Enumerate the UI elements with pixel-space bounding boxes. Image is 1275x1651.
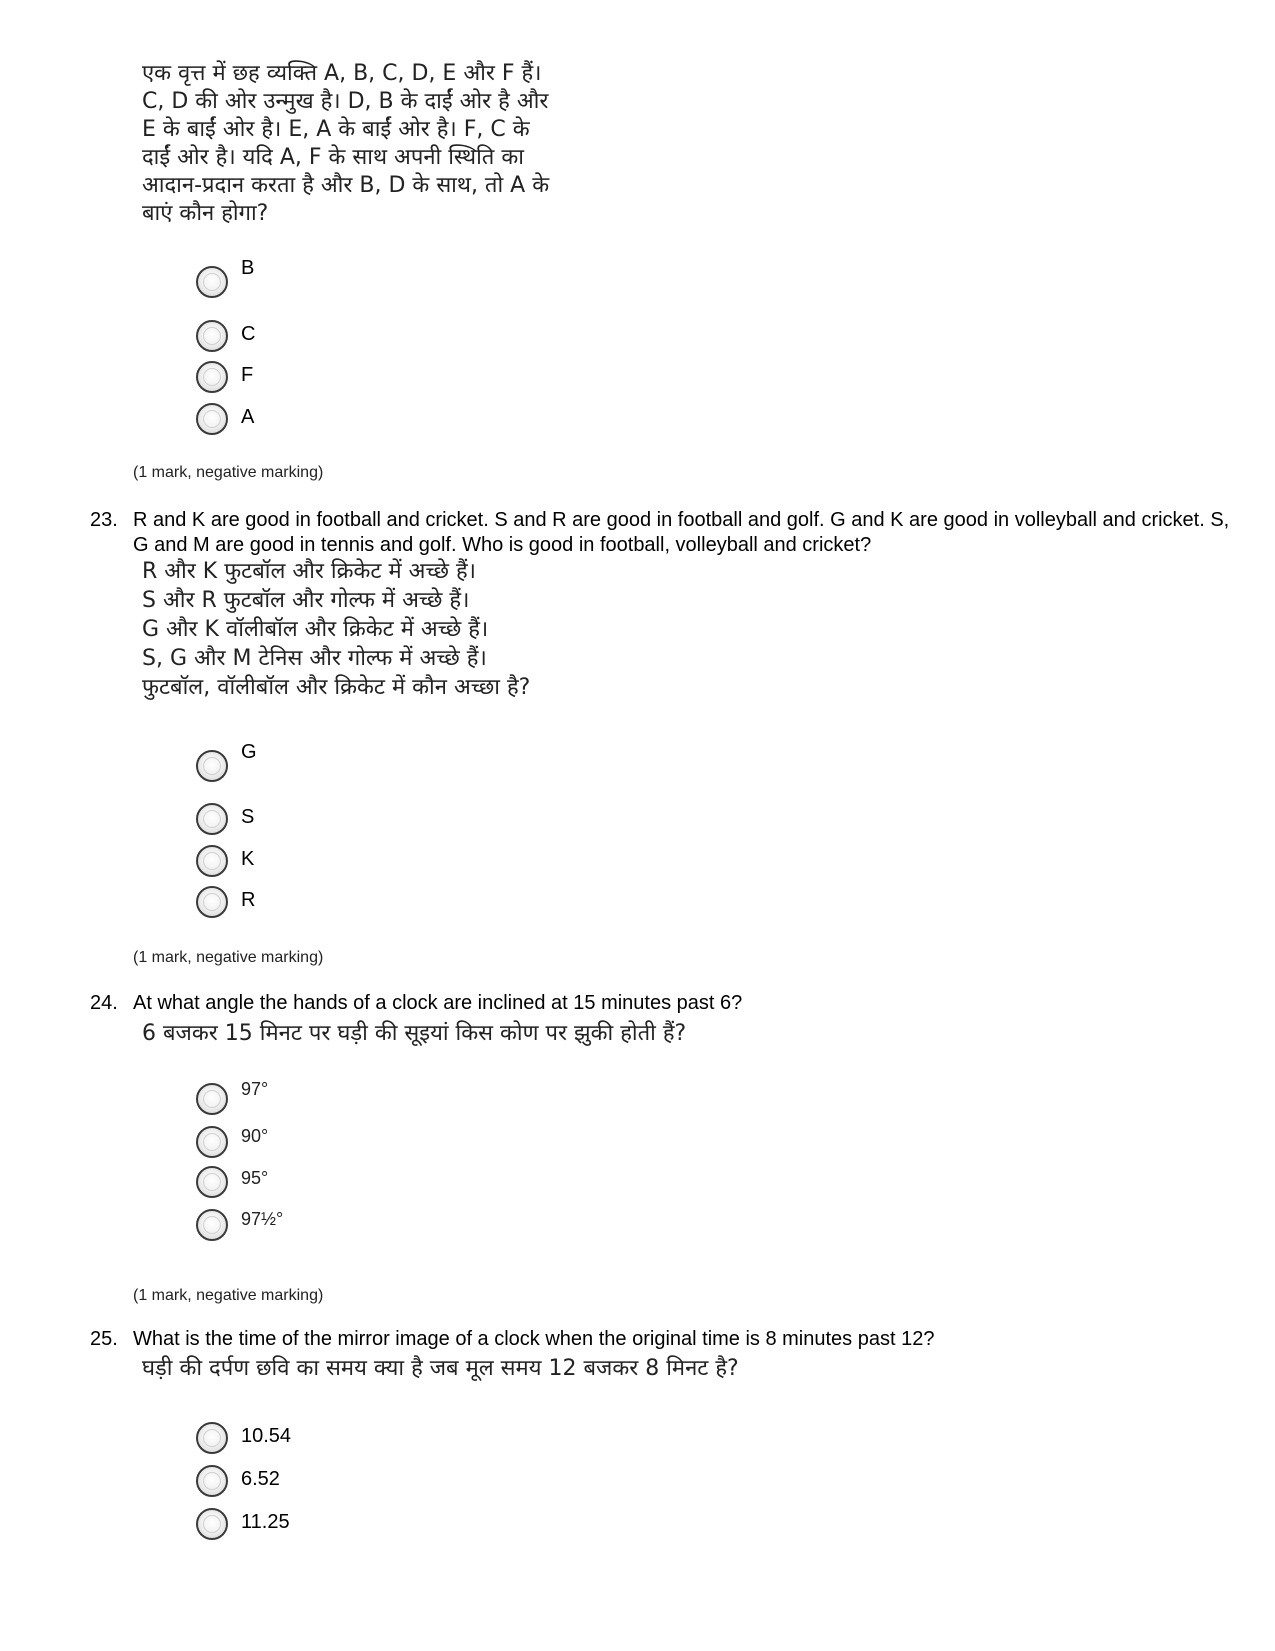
option-label: 97½° xyxy=(241,1209,284,1229)
option-label: 10.54 xyxy=(241,1425,292,1447)
marks-note: (1 mark, negative marking) xyxy=(133,949,324,966)
radio-button[interactable] xyxy=(196,361,228,393)
question-text-hindi-line: 6 बजकर 15 मिनट पर घड़ी की सूइयां किस कोण पर झुकी होती हैं? xyxy=(142,1021,687,1046)
radio-button[interactable] xyxy=(196,403,228,435)
radio-button[interactable] xyxy=(196,1422,228,1454)
option-label: G xyxy=(241,741,257,763)
question-text-hindi-line: G और K वॉलीबॉल और क्रिकेट में अच्छे हैं। xyxy=(142,617,489,642)
option-label: K xyxy=(241,848,255,870)
option-label: C xyxy=(241,323,256,345)
option-label: 90° xyxy=(241,1126,269,1146)
question-text-english: What is the time of the mirror image of a clock when the original time is 8 minutes past 12? xyxy=(133,1328,935,1350)
question-text-hindi-line: एक वृत्त में छह व्यक्ति A, B, C, D, E और F हैं। xyxy=(142,61,542,86)
question-text-hindi-line: R और K फुटबॉल और क्रिकेट में अच्छे हैं। xyxy=(142,559,476,584)
question-text-hindi-line: घड़ी की दर्पण छवि का समय क्या है जब मूल समय 12 बजकर 8 मिनट है? xyxy=(142,1356,739,1381)
option-label: 97° xyxy=(241,1079,269,1099)
radio-button[interactable] xyxy=(196,1083,228,1115)
question-number: 25. xyxy=(90,1328,118,1350)
radio-button[interactable] xyxy=(196,1209,228,1241)
question-text-hindi-line: फुटबॉल, वॉलीबॉल और क्रिकेट में कौन अच्छा है? xyxy=(142,675,531,700)
radio-button[interactable] xyxy=(196,1508,228,1540)
radio-button[interactable] xyxy=(196,320,228,352)
question-text-hindi-line: C, D की ओर उन्मुख है। D, B के दाईं ओर है और xyxy=(142,89,549,114)
question-text-hindi-line: S, G और M टेनिस और गोल्फ में अच्छे हैं। xyxy=(142,646,487,671)
question-text-english: R and K are good in football and cricket. S and R are good in football and golf. G and K are good in volleyball and cricket. S, G and M are good in tennis and golf. Who is good in football, volleyball and cricket? xyxy=(133,509,1230,556)
radio-button[interactable] xyxy=(196,803,228,835)
radio-button[interactable] xyxy=(196,845,228,877)
question-text-hindi-line: E के बाईं ओर है। E, A के बाईं ओर है। F, C के xyxy=(142,117,530,142)
radio-button[interactable] xyxy=(196,1166,228,1198)
question-text-hindi-line: S और R फुटबॉल और गोल्फ में अच्छे हैं। xyxy=(142,588,470,613)
option-label: 6.52 xyxy=(241,1468,280,1490)
option-label: R xyxy=(241,889,256,911)
radio-button[interactable] xyxy=(196,266,228,298)
question-text-hindi-line: दाईं ओर है। यदि A, F के साथ अपनी स्थिति का xyxy=(142,145,524,170)
question-number: 24. xyxy=(90,992,118,1014)
radio-button[interactable] xyxy=(196,886,228,918)
option-label: A xyxy=(241,406,255,428)
radio-button[interactable] xyxy=(196,750,228,782)
radio-button[interactable] xyxy=(196,1126,228,1158)
question-text-hindi-line: आदान-प्रदान करता है और B, D के साथ, तो A के xyxy=(142,173,550,198)
question-number: 23. xyxy=(90,509,118,531)
option-label: S xyxy=(241,806,255,828)
marks-note: (1 mark, negative marking) xyxy=(133,1287,324,1304)
option-label: B xyxy=(241,257,255,279)
option-label: F xyxy=(241,364,254,386)
radio-button[interactable] xyxy=(196,1465,228,1497)
option-label: 95° xyxy=(241,1168,269,1188)
question-text-hindi-line: बाएं कौन होगा? xyxy=(142,201,269,226)
option-label: 11.25 xyxy=(241,1511,290,1533)
question-text-english: At what angle the hands of a clock are inclined at 15 minutes past 6? xyxy=(133,992,743,1014)
marks-note: (1 mark, negative marking) xyxy=(133,464,324,481)
